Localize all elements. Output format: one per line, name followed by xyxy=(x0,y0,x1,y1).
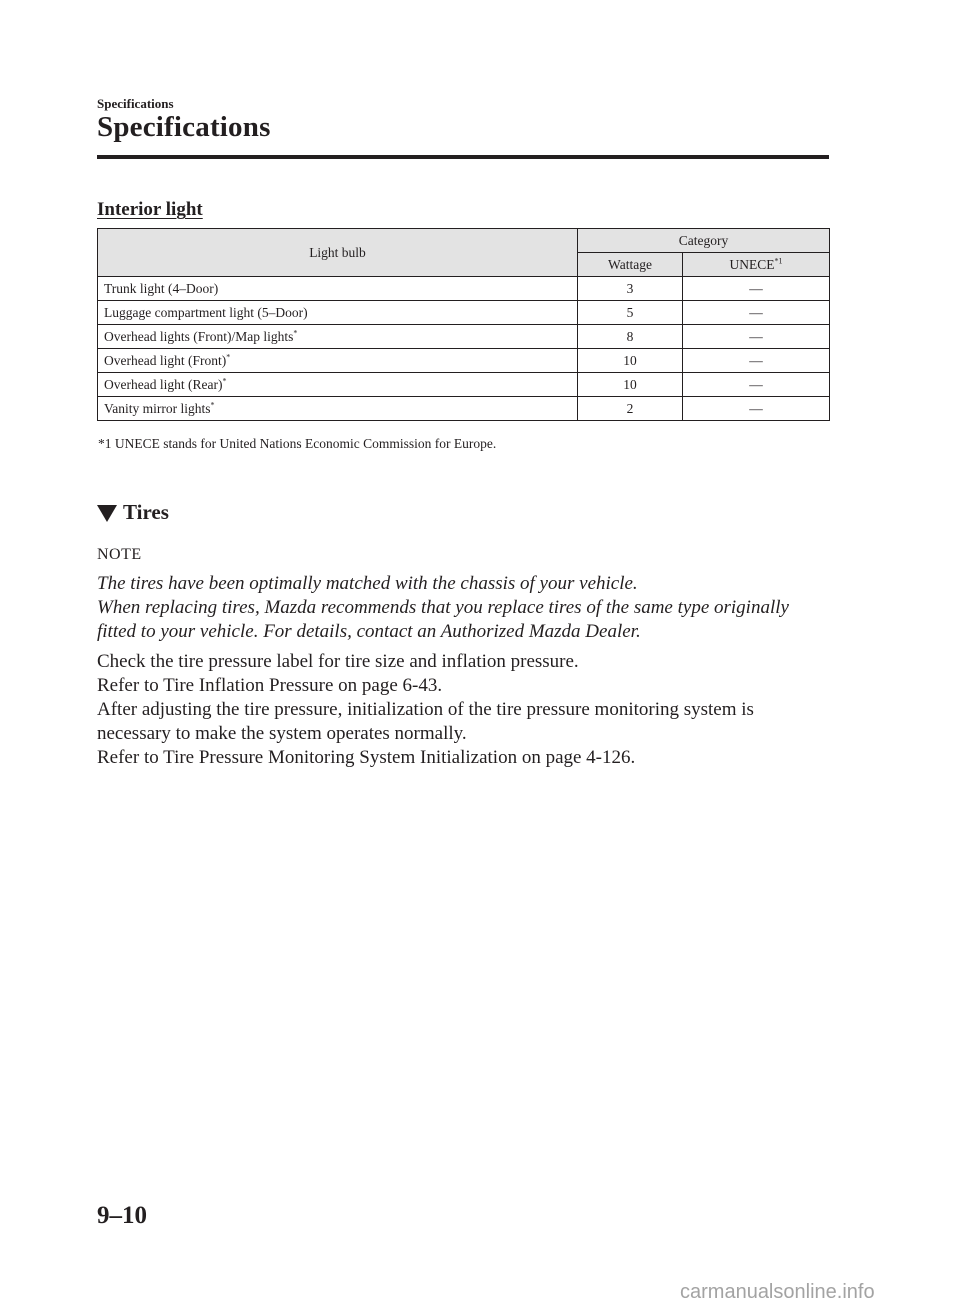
heading-rule xyxy=(97,155,829,159)
body-line: Check the tire pressure label for tire size and inflation pressure. xyxy=(97,651,579,672)
wattage-cell: 8 xyxy=(578,325,683,349)
note-line: The tires have been optimally matched with the chassis of your vehicle. xyxy=(97,573,638,594)
page-number: 9–10 xyxy=(97,1202,147,1229)
watermark: carmanualsonline.info xyxy=(680,1281,875,1303)
unece-cell: — xyxy=(683,277,830,301)
wattage-cell: 5 xyxy=(578,301,683,325)
section-label: Specifications xyxy=(97,96,174,111)
bulb-name: Overhead light (Front) xyxy=(104,352,227,368)
body-line: Refer to Tire Inflation Pressure on page 6-43. xyxy=(97,675,443,696)
bulb-name-cell xyxy=(98,301,578,325)
bulb-name: Vanity mirror lights xyxy=(104,400,211,416)
bulb-name: Luggage compartment light (5–Door) xyxy=(104,304,308,320)
unece-cell: — xyxy=(683,373,830,397)
option-mark: * xyxy=(226,352,231,361)
bulb-name-cell xyxy=(98,277,578,301)
wattage-cell: 2 xyxy=(578,397,683,421)
body-line: Refer to Tire Pressure Monitoring System Initialization on page 4-126. xyxy=(97,747,636,768)
header-wattage: Wattage xyxy=(578,253,683,277)
table-row xyxy=(98,301,830,325)
tires-body-text xyxy=(97,650,837,770)
body-line: After adjusting the tire pressure, initialization of the tire pressure monitoring system is xyxy=(97,699,754,720)
note-line: fitted to your vehicle. For details, contact an Authorized Mazda Dealer. xyxy=(97,621,641,642)
bulb-name: Overhead light (Rear) xyxy=(104,376,223,392)
table-row xyxy=(98,397,830,421)
body-line: necessary to make the system operates normally. xyxy=(97,723,467,744)
note-line: When replacing tires, Mazda recommends that you replace tires of the same type originally xyxy=(97,597,789,618)
bulb-name-cell xyxy=(98,325,578,349)
unece-cell: — xyxy=(683,325,830,349)
page-title: Specifications xyxy=(97,111,271,143)
header-unece-footnote-mark: *1 xyxy=(774,256,783,265)
unece-cell: — xyxy=(683,349,830,373)
note-label: NOTE xyxy=(97,546,142,563)
interior-light-heading: Interior light xyxy=(97,199,203,220)
bulb-name: Overhead lights (Front)/Map lights xyxy=(104,328,294,344)
unece-cell: — xyxy=(683,397,830,421)
unece-cell: — xyxy=(683,301,830,325)
wattage-cell: 10 xyxy=(578,349,683,373)
table-row xyxy=(98,277,830,301)
tires-heading xyxy=(97,500,169,525)
wattage-cell: 3 xyxy=(578,277,683,301)
table-row xyxy=(98,325,830,349)
table-row xyxy=(98,373,830,397)
header-category: Category xyxy=(578,229,830,253)
interior-light-table xyxy=(97,228,830,421)
triangle-down-icon xyxy=(97,505,117,522)
option-mark: * xyxy=(222,376,227,385)
bulb-name: Trunk light (4–Door) xyxy=(104,280,219,296)
option-mark: * xyxy=(293,328,298,337)
bulb-name-cell xyxy=(98,373,578,397)
bulb-name-cell xyxy=(98,397,578,421)
header-light-bulb: Light bulb xyxy=(98,229,578,277)
table-row xyxy=(98,349,830,373)
table-footnote: *1 UNECE stands for United Nations Economic Commission for Europe. xyxy=(98,436,497,451)
header-unece-label: UNECE xyxy=(729,256,775,272)
wattage-cell: 10 xyxy=(578,373,683,397)
bulb-name-cell xyxy=(98,349,578,373)
option-mark: * xyxy=(210,400,215,409)
tires-heading-label: Tires xyxy=(123,500,169,524)
header-unece xyxy=(683,253,830,277)
note-text xyxy=(97,572,837,644)
